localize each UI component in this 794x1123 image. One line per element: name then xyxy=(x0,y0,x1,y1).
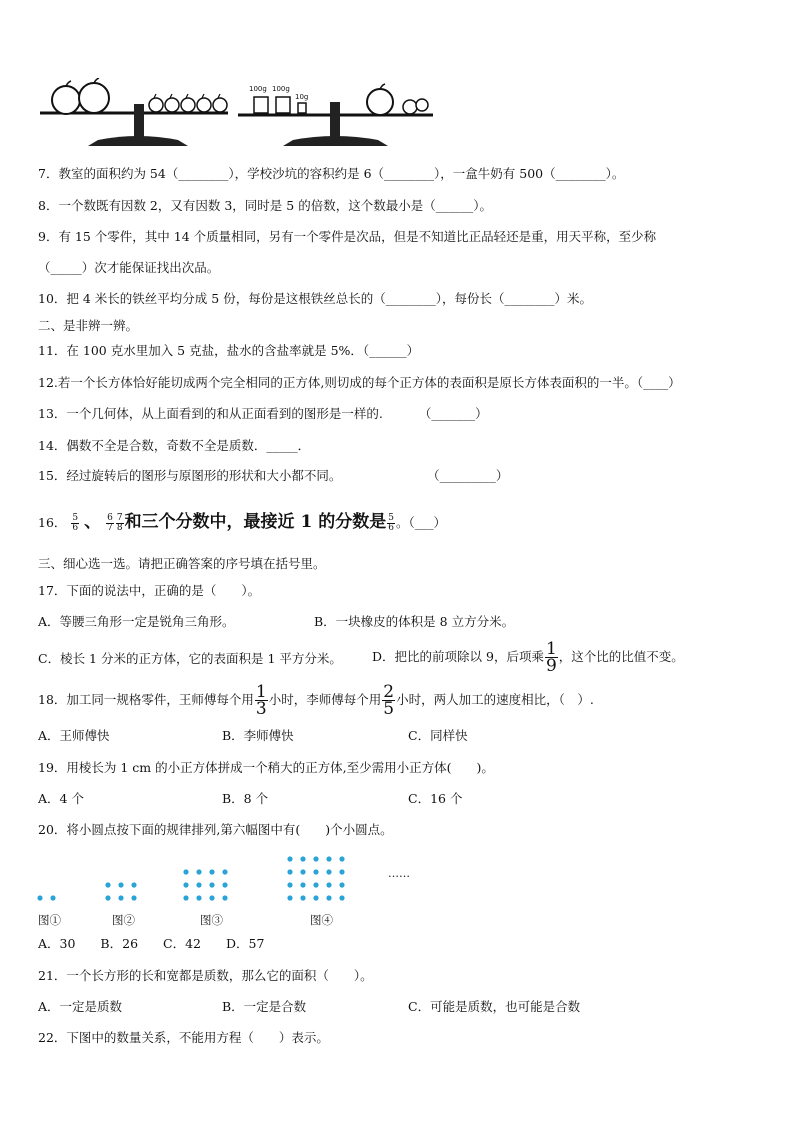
dot xyxy=(313,895,318,900)
question-10: 10．把 4 米长的铁丝平均分成 5 份，每份是这根铁丝总长的（________），每份长（________）米。 xyxy=(38,291,592,306)
dot xyxy=(326,856,331,861)
q17-option-b[interactable]: B．一块橡皮的体积是 8 立方分米。 xyxy=(314,614,515,629)
dot xyxy=(313,856,318,861)
q18-option-a[interactable]: A．王师傅快 xyxy=(38,728,110,743)
dot xyxy=(339,882,344,887)
q19-option-a[interactable]: A．4 个 xyxy=(38,791,84,806)
dot xyxy=(326,869,331,874)
dot-pattern-figures xyxy=(30,840,430,910)
q15-blank[interactable]: （_________） xyxy=(433,468,509,483)
dot xyxy=(105,882,110,887)
dot xyxy=(339,856,344,861)
dot xyxy=(287,856,292,861)
question-14: 14．偶数不全是合数，奇数不全是质数．_____． xyxy=(38,438,311,453)
dot xyxy=(287,895,292,900)
weight-label-3: 10g xyxy=(295,93,309,101)
dot-pattern-ellipsis: …… xyxy=(388,867,410,880)
question-17-stem: 17．下面的说法中，正确的是（ ）。 xyxy=(38,583,261,598)
dot xyxy=(287,869,292,874)
dot xyxy=(118,882,123,887)
q13-blank[interactable]: （_______） xyxy=(418,406,488,421)
dot xyxy=(313,882,318,887)
dot xyxy=(105,895,110,900)
dot xyxy=(300,882,305,887)
dot xyxy=(131,882,136,887)
q19-option-b[interactable]: B．8 个 xyxy=(222,791,269,806)
question-20-stem: 20．将小圆点按下面的规律排列,第六幅图中有( )个小圆点。 xyxy=(38,822,393,837)
q16-fraction-2: $\frac{6}{7}$ xyxy=(107,513,113,533)
q16-fraction-3: $\frac{7}{8}$ xyxy=(116,513,123,533)
q18-option-c[interactable]: C．同样快 xyxy=(408,728,468,743)
q21-option-c[interactable]: C．可能是质数，也可能是合数 xyxy=(408,999,581,1014)
q18-option-b[interactable]: B．李师傅快 xyxy=(222,728,294,743)
question-19-stem: 19．用棱长为 1 cm 的小正方体拼成一个稍大的正方体,至少需用小正方体( )。 xyxy=(38,760,494,775)
question-15: 15．经过旋转后的图形与原图形的形状和大小都不同。 （_________） xyxy=(38,468,509,483)
question-9-line-2: （_____）次才能保证找出次品。 xyxy=(38,260,220,275)
dot xyxy=(287,882,292,887)
q21-option-a[interactable]: A．一定是质数 xyxy=(38,999,123,1014)
dot xyxy=(339,895,344,900)
question-7: 7．教室的面积约为 54（________），学校沙坑的容积约是 6（________），一盒牛奶有 500（________）。 xyxy=(38,166,625,181)
question-8: 8．一个数既有因数 2，又有因数 3，同时是 5 的倍数，这个数最小是（______）。 xyxy=(38,198,492,213)
q18-fraction-1: $\frac{1}{3}$ xyxy=(255,682,267,719)
dot xyxy=(209,895,214,900)
dot xyxy=(209,882,214,887)
dot xyxy=(300,869,305,874)
weight-label-1: 100g xyxy=(249,85,267,93)
q17-option-d[interactable]: D．把比的前项除以 9，后项乘 $\frac{1}{9}$ ，这个比的比值不变。 xyxy=(372,639,684,676)
dot xyxy=(300,895,305,900)
dot-figure-2 xyxy=(105,882,136,900)
dot xyxy=(326,882,331,887)
dot xyxy=(222,895,227,900)
q17-option-c[interactable]: C．棱长 1 分米的正方体，它的表面积是 1 平方分米。 xyxy=(38,651,342,666)
dot xyxy=(183,895,188,900)
figure-label-3: 图③ xyxy=(200,913,223,927)
question-21-stem: 21．一个长方形的长和宽都是质数，那么它的面积（ ）。 xyxy=(38,968,373,983)
q20-options[interactable]: A．30 B．26 C．42 D．57 xyxy=(38,936,265,951)
dot xyxy=(326,895,331,900)
figure-label-1: 图① xyxy=(38,913,61,927)
q7-blank-3[interactable]: ________ xyxy=(555,166,606,181)
balance-scales-figure xyxy=(38,78,438,150)
question-12: 12.若一个长方体恰好能切成两个完全相同的正方体,则切成的每个正方体的表面积是原长方体表面积的一半。（____） xyxy=(38,375,681,390)
dot xyxy=(222,869,227,874)
question-11: 11．在 100 克水里加入 5 克盐，盐水的含盐率就是 5%．（______） xyxy=(38,343,420,358)
dot-figure-3 xyxy=(183,869,227,900)
dot xyxy=(183,869,188,874)
dot xyxy=(196,882,201,887)
q21-option-b[interactable]: B．一定是合数 xyxy=(222,999,307,1014)
dot xyxy=(313,869,318,874)
dot xyxy=(37,895,42,900)
q16-fraction-4: $\frac{5}{6}$ xyxy=(388,513,394,533)
question-16: 16． $\frac{5}{6}$ 、 $\frac{6}{7}$ $\frac{7}{8}$ 和三个分数中，最接近 1 的分数是 $\frac{5}{6}$ 。（___） xyxy=(38,512,446,533)
q16-fraction-1: $\frac{5}{6}$ xyxy=(72,513,79,533)
left-balance-scale xyxy=(40,78,228,146)
q18-fraction-2: $\frac{2}{5}$ xyxy=(383,682,395,719)
q7-blank-1[interactable]: ________ xyxy=(178,166,229,181)
question-9-line-1: 9．有 15 个零件，其中 14 个质量相同，另有一个零件是次品，但是不知道比正品轻还是重，用天平称，至少称 xyxy=(38,229,657,244)
figure-label-2: 图② xyxy=(112,913,135,927)
question-22-stem: 22．下图中的数量关系，不能用方程（ ）表示。 xyxy=(38,1030,329,1045)
dot xyxy=(50,895,55,900)
q19-option-c[interactable]: C．16 个 xyxy=(408,791,463,806)
dot xyxy=(222,882,227,887)
dot-figure-1 xyxy=(37,895,55,900)
dot xyxy=(196,869,201,874)
dot xyxy=(300,856,305,861)
q7-blank-2[interactable]: ________ xyxy=(384,166,435,181)
dot-figure-4 xyxy=(287,856,344,900)
section-2-title: 二、是非辨一辨。 xyxy=(38,318,139,333)
q17-option-a[interactable]: A．等腰三角形一定是锐角三角形。 xyxy=(38,614,235,629)
q17-d-fraction: $\frac{1}{9}$ xyxy=(545,639,557,676)
figure-label-4: 图④ xyxy=(310,913,333,927)
dot xyxy=(196,895,201,900)
dot xyxy=(131,895,136,900)
section-3-title: 三、细心选一选。请把正确答案的序号填在括号里。 xyxy=(38,556,326,571)
question-18: 18．加工同一规格零件，王师傅每个用 $\frac{1}{3}$ 小时，李师傅每个用 $\frac{2}{5}$ 小时，两人加工的速度相比，（ ）. xyxy=(38,682,594,719)
question-13: 13．一个几何体，从上面看到的和从正面看到的图形是一样的. （_______） xyxy=(38,406,488,421)
dot xyxy=(118,895,123,900)
dot xyxy=(209,869,214,874)
dot xyxy=(183,882,188,887)
right-balance-scale xyxy=(238,84,433,146)
dot xyxy=(339,869,344,874)
weight-label-2: 100g xyxy=(272,85,290,93)
